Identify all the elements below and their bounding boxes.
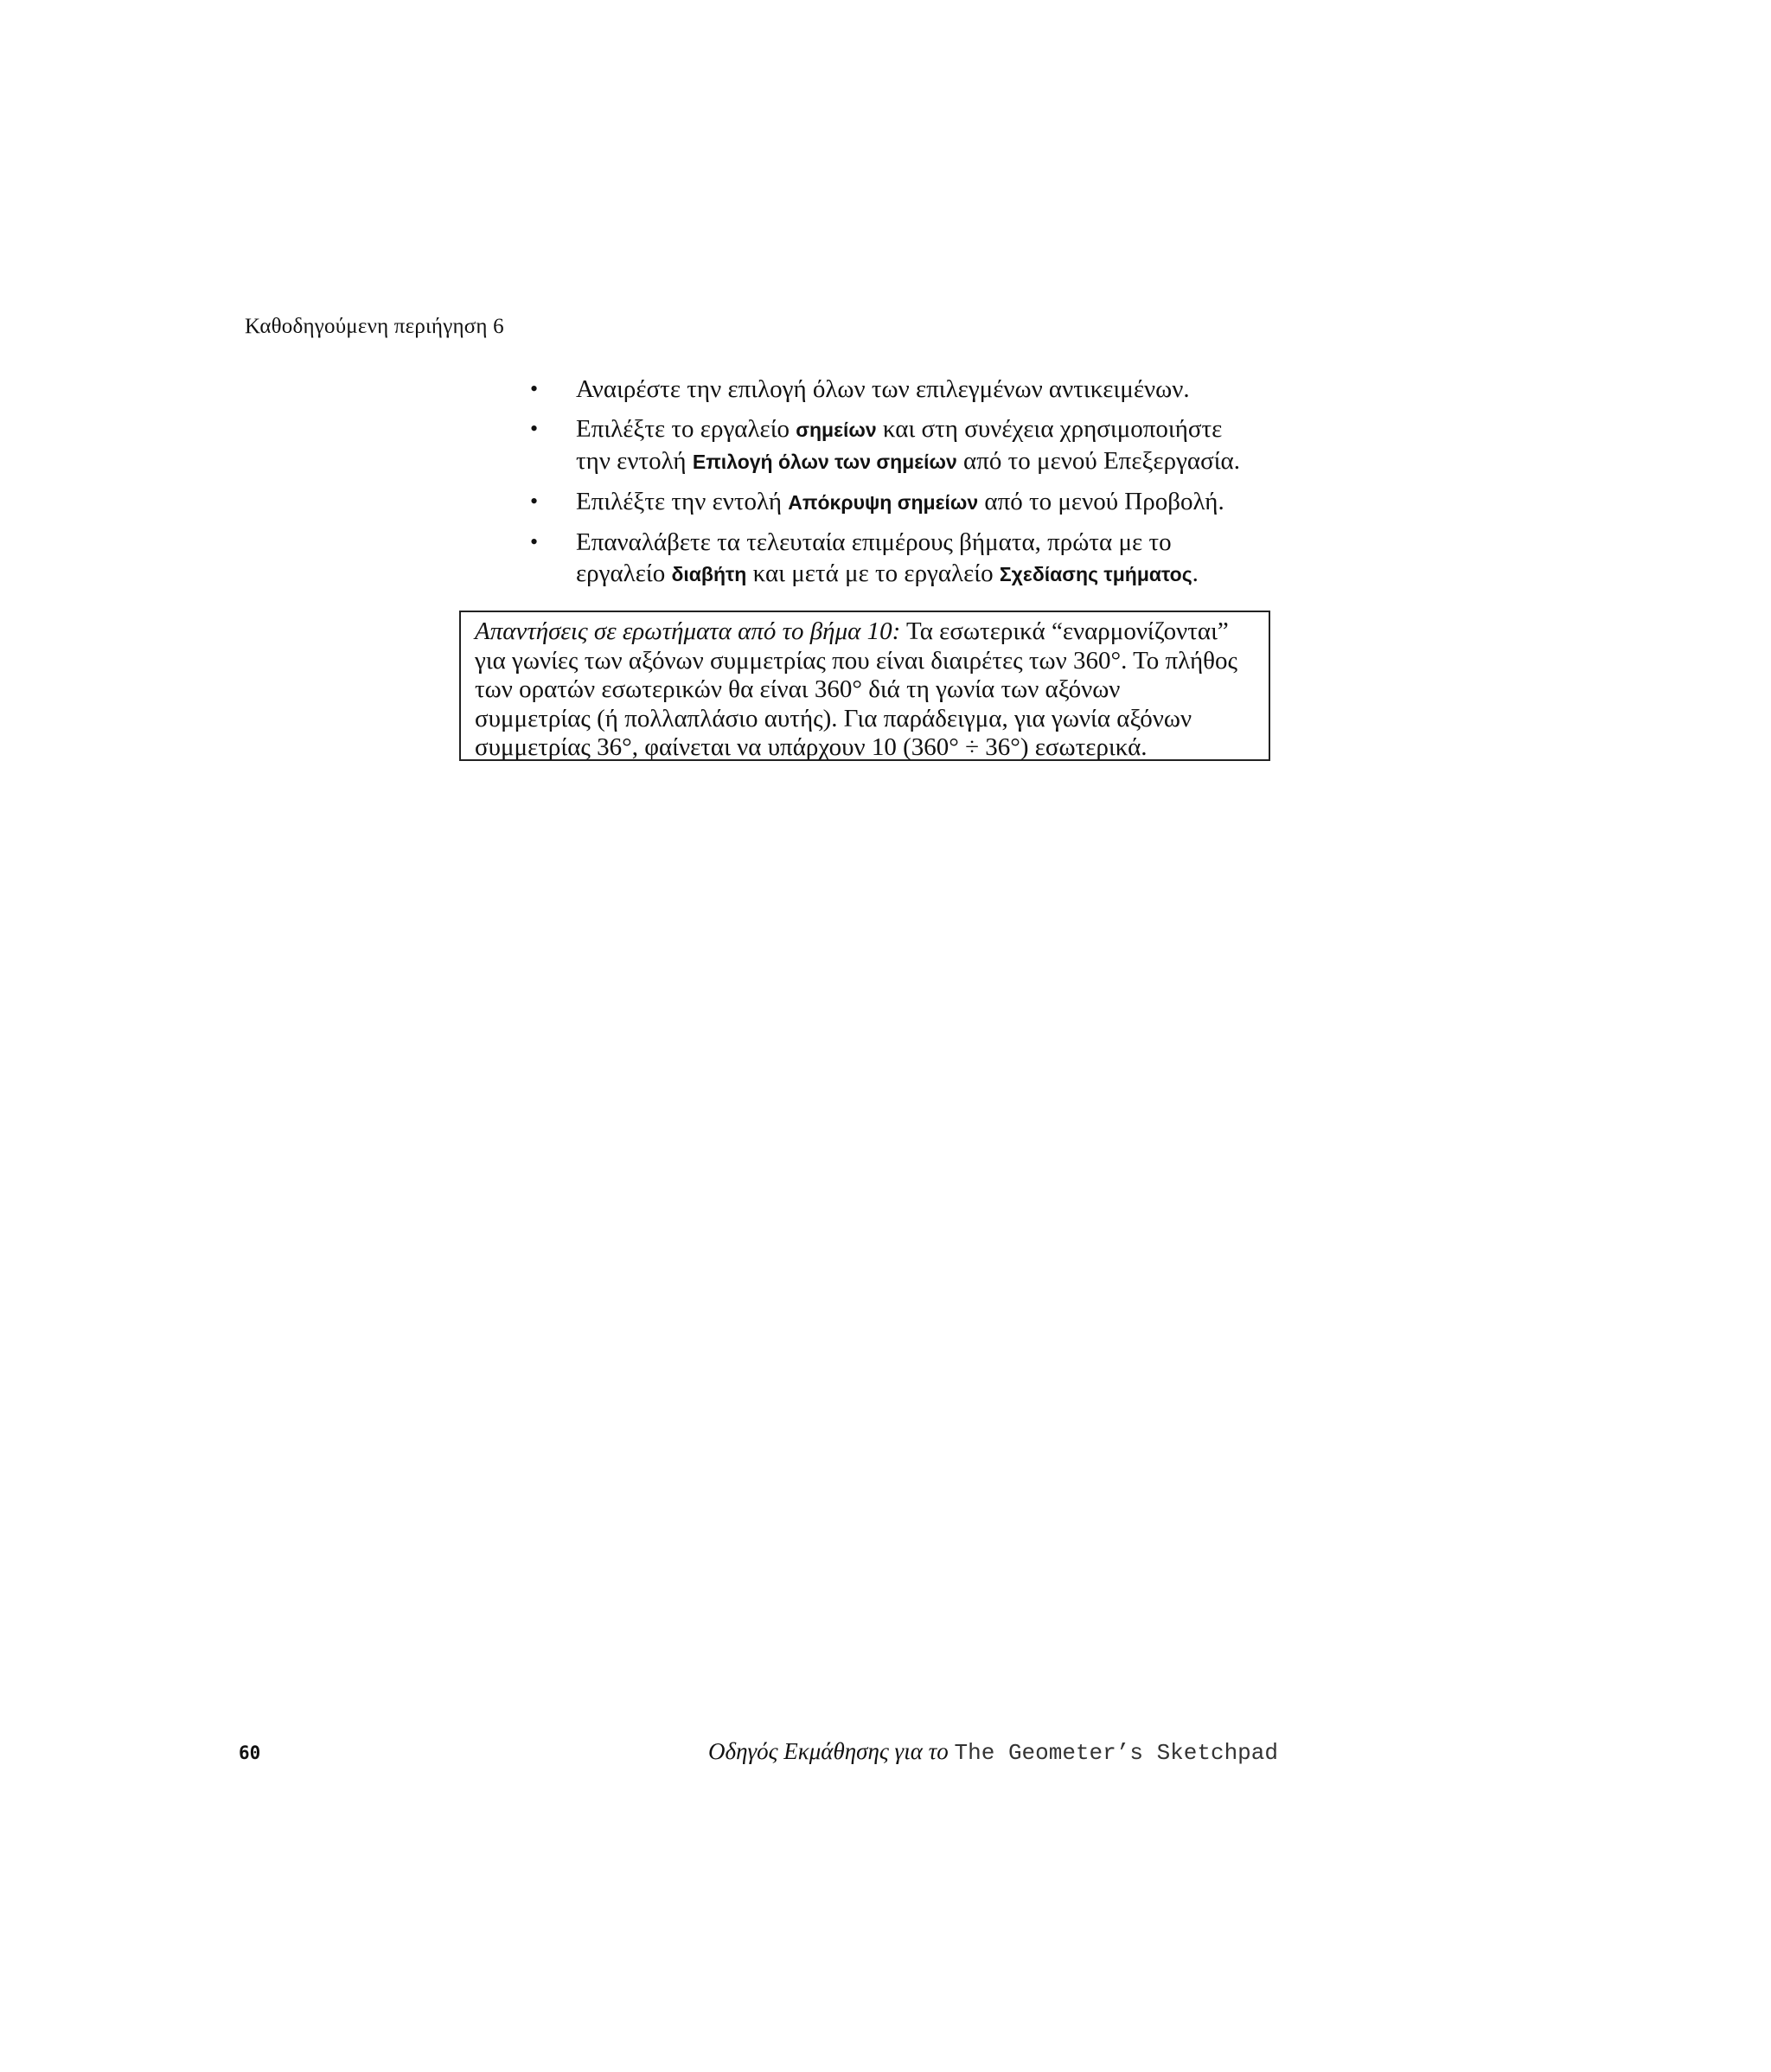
- ui-term-compass-tool: διαβήτη: [671, 563, 747, 585]
- step-text: και στη συνέχεια χρησιμοποιήστε: [876, 415, 1223, 443]
- bullet-icon: •: [530, 489, 539, 514]
- list-item: [527, 413, 1306, 477]
- step-text: Αναιρέστε την επιλογή όλων των επιλεγμένων αντικειμένων.: [576, 375, 1190, 403]
- footer-title-greek: Οδηγός Εκμάθησης για το: [708, 1738, 955, 1764]
- step-text: την εντολή: [576, 447, 693, 475]
- footer-title: [708, 1738, 1278, 1766]
- list-item: [527, 486, 1306, 518]
- footer-title-product: The Geometer’s Sketchpad: [954, 1740, 1278, 1766]
- ui-term-points-tool: σημείων: [796, 419, 877, 441]
- bullet-icon: •: [530, 529, 539, 554]
- answer-line: των ορατών εσωτερικών θα είναι 360° διά τη γωνία των αξόνων: [475, 675, 1121, 703]
- list-item: [527, 374, 1306, 405]
- answer-line: συμμετρίας 36°, φαίνεται να υπάρχουν 10 (360° ÷ 36°) εσωτερικά.: [475, 733, 1148, 761]
- step-text: Επαναλάβετε τα τελευταία επιμέρους βήματα, πρώτα με το: [576, 528, 1172, 556]
- answer-lead: Απαντήσεις σε ερωτήματα από το βήμα 10:: [475, 617, 901, 645]
- answer-line: [475, 617, 1269, 647]
- step-text: Επιλέξτε την εντολή: [576, 488, 789, 515]
- instruction-list: [527, 374, 1306, 598]
- running-head: Καθοδηγούμενη περιήγηση 6: [245, 315, 504, 338]
- answer-line: για γωνίες των αξόνων συμμετρίας που είναι διαιρέτες των 360°. Το πλήθος: [475, 646, 1238, 675]
- step-text: από το μενού Προβολή.: [978, 488, 1224, 515]
- step-text: από το μενού Επεξεργασία.: [956, 447, 1240, 475]
- step-text: .: [1192, 560, 1199, 587]
- bullet-icon: •: [530, 416, 539, 441]
- answer-text: Τα εσωτερικά “εναρμονίζονται”: [900, 617, 1229, 645]
- step-text: Επιλέξτε το εργαλείο: [576, 415, 796, 443]
- step-text: εργαλείο: [576, 560, 672, 587]
- step-text: και μετά με το εργαλείο: [746, 560, 1000, 587]
- bullet-icon: •: [530, 376, 539, 401]
- page-number: 60: [239, 1743, 261, 1763]
- answer-box: [459, 611, 1270, 761]
- ui-term-hide-points: Απόκρυψη σημείων: [788, 491, 979, 514]
- answer-line: συμμετρίας (ή πολλαπλάσιο αυτής). Για παράδειγμα, για γωνία αξόνων: [475, 704, 1192, 732]
- ui-term-segment-tool: Σχεδίασης τμήματος: [999, 563, 1192, 585]
- ui-term-select-all-points: Επιλογή όλων των σημείων: [692, 451, 957, 473]
- list-item: [527, 527, 1306, 590]
